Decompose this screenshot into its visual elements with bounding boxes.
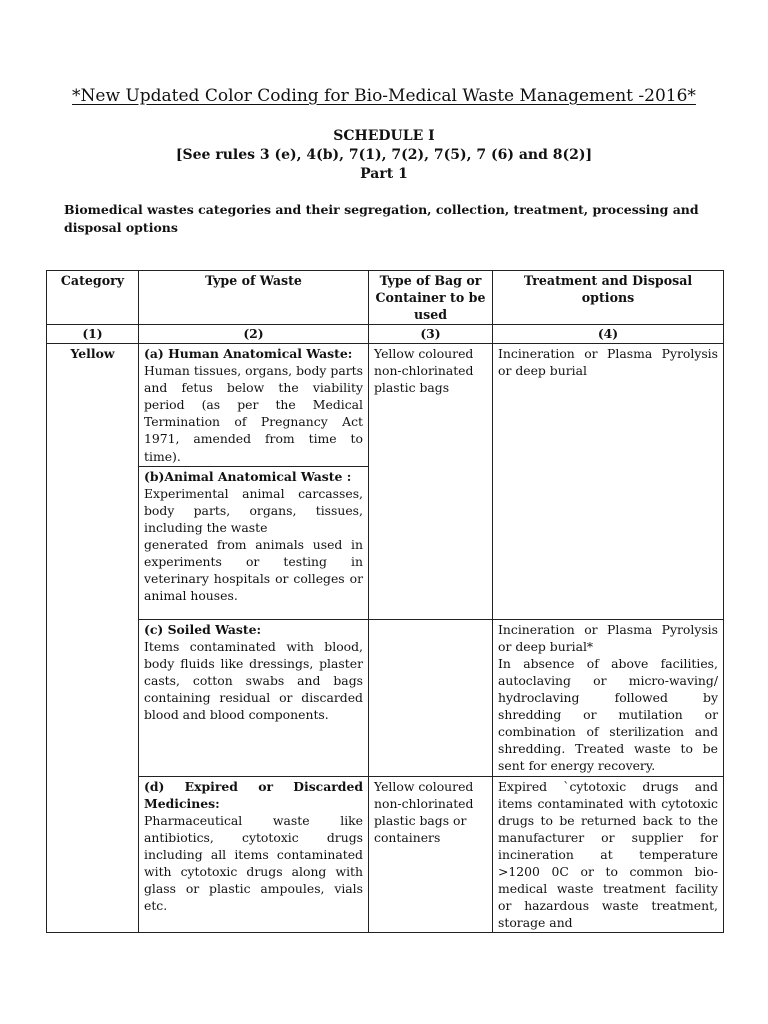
column-number: (3): [369, 325, 493, 344]
part-label: Part 1: [360, 166, 408, 182]
waste-description: Experimental animal carcasses, body parts, organs, tissues, including the waste: [144, 485, 363, 535]
schedule-label: SCHEDULE I: [333, 128, 435, 144]
table-row: [47, 344, 724, 467]
waste-title: (d) Expired or Discarded Medicines:: [144, 778, 363, 811]
intro-paragraph: Biomedical wastes categories and their segregation, collection, treatment, processing and disposal options: [64, 202, 699, 235]
waste-description: Human tissues, organs, body parts and fetus below the viability period (as per the Medical Termination of Pregnancy Act 1971, amended from time to time).: [144, 363, 363, 464]
waste-description: Pharmaceutical waste like antibiotics, cytotoxic drugs including all items contaminated with cytotoxic drugs along with glass or plastic ampoules, vials etc.: [144, 812, 363, 914]
waste-title: (c) Soiled Waste:: [144, 621, 262, 637]
waste-schedule-table: [46, 270, 724, 933]
waste-description: generated from animals used in experiments or testing in veterinary hospitals or colleges or animal houses.: [144, 537, 363, 604]
header-type-of-waste: Type of Waste: [139, 271, 369, 325]
table-row: [47, 619, 724, 776]
bag-cell: [369, 619, 493, 776]
column-number: (4): [493, 325, 724, 344]
treatment-cell: Incineration or Plasma Pyrolysis or deep burial: [493, 344, 724, 620]
waste-title: (b)Animal Anatomical Waste :: [144, 468, 352, 484]
waste-title: (a) Human Anatomical Waste:: [144, 346, 353, 361]
rules-reference: [See rules 3 (e), 4(b), 7(1), 7(2), 7(5), 7 (6) and 8(2)]: [175, 147, 593, 163]
waste-cell: [139, 344, 369, 467]
column-number: (1): [47, 325, 139, 344]
category-cell: Yellow: [47, 344, 139, 933]
column-number: (2): [139, 325, 369, 344]
table-row: [47, 776, 724, 933]
header-bag: Type of Bag or Container to be used: [369, 271, 493, 325]
treatment-cell: Expired `cytotoxic drugs and items contaminated with cytotoxic drugs to be returned back to the manufacturer or supplier for incineration at temperature >1200 0C or to common bio-medical waste treatment facility or hazardous waste treatment, storage and: [493, 776, 724, 933]
table-header-row: [47, 271, 724, 325]
bag-cell: Yellow coloured non-chlorinated plastic bags: [369, 344, 493, 620]
header-treatment: Treatment and Disposal options: [493, 271, 724, 325]
waste-cell: [139, 619, 369, 776]
waste-description: Items contaminated with blood, body fluids like dressings, plaster casts, cotton swabs and bags containing residual or discarded blood and blood components.: [144, 638, 363, 723]
page-title: *New Updated Color Coding for Bio-Medical Waste Management -2016*: [72, 86, 696, 106]
waste-cell: [139, 466, 369, 619]
treatment-text: In absence of above facilities, autoclaving or micro-waving/ hydroclaving followed by shredding or mutilation or combination of sterilization and shredding. Treated waste to be sent for energy recovery.: [498, 655, 718, 774]
treatment-cell: [493, 619, 724, 776]
schedule-heading: [0, 127, 768, 184]
column-number-row: [47, 325, 724, 344]
header-category: Category: [47, 271, 139, 325]
treatment-text: Incineration or Plasma Pyrolysis or deep burial*: [498, 621, 718, 654]
bag-cell: Yellow coloured non-chlorinated plastic bags or containers: [369, 776, 493, 933]
waste-cell: [139, 776, 369, 933]
